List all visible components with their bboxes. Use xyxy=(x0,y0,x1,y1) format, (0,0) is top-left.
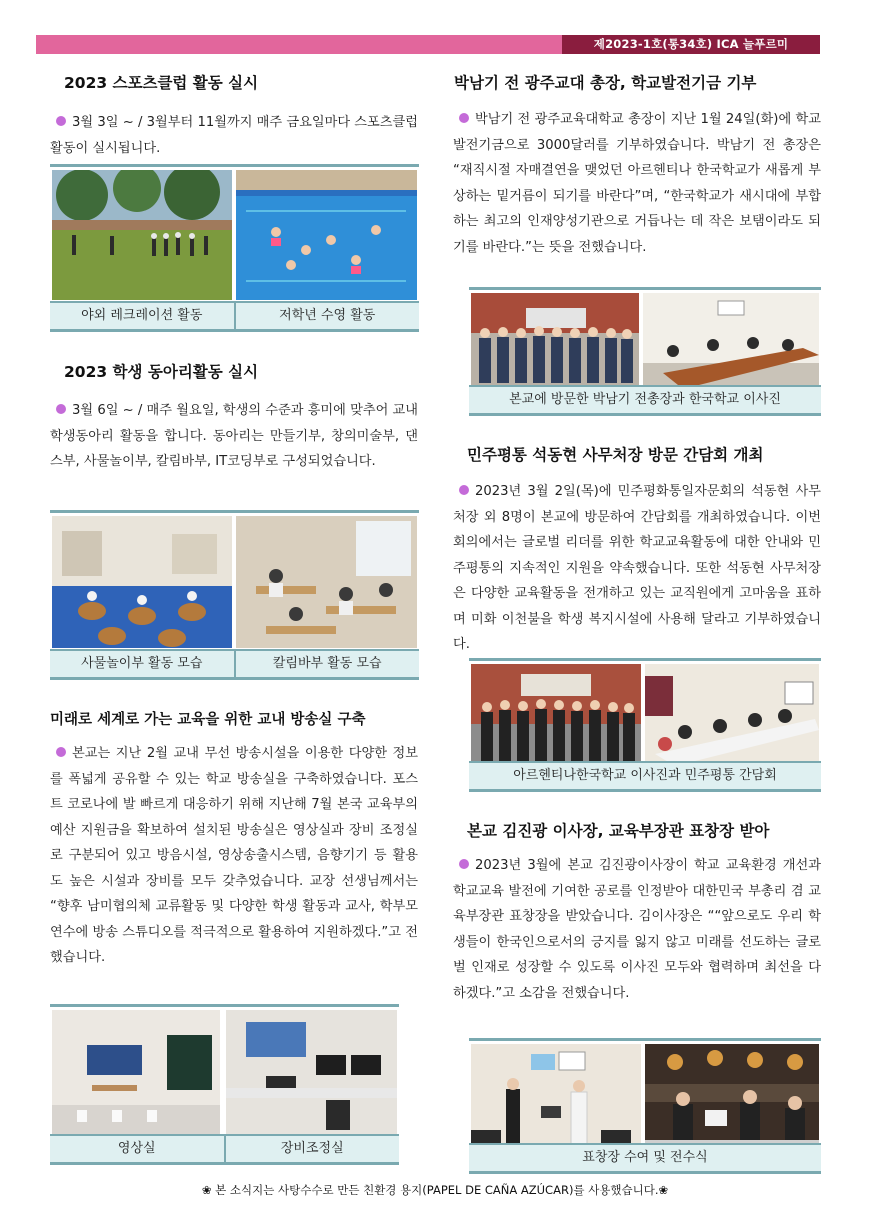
photo-caption: 야외 레크레이션 활동 xyxy=(50,303,236,329)
photo-caption: 본교에 방문한 박남기 전총장과 한국학교 이사진 xyxy=(509,392,781,407)
photo-caption: 표창장 수여 및 전수식 xyxy=(582,1150,708,1165)
broadcast-heading: 미래로 세계로 가는 교육을 위한 교내 방송실 구축 xyxy=(36,705,420,735)
clubs-paragraph: 3월 6일 ~ / 매주 월요일, 학생의 수준과 흥미에 맞추어 교내 학생동아리 활동을 합니다. 동아리는 만들기부, 창의미술부, 댄스부, 사물놀이부, 칼림바부, IT코딩부로 구성되었습니다. xyxy=(50,403,418,469)
award-caption-row xyxy=(469,1143,821,1171)
issue-label: 제2023-1호(통34호) ICA 늘푸르미 xyxy=(562,35,820,54)
meeting-heading: 민주평통 석동현 사무처장 방문 간담회 개최 xyxy=(453,440,831,470)
broadcast-photo-box xyxy=(50,1004,399,1165)
meeting-caption-row xyxy=(469,761,821,789)
samulnori-photo xyxy=(52,516,232,648)
sports-caption-row xyxy=(50,301,419,329)
broadcast-paragraph: 본교는 지난 2월 교내 무선 방송시설을 이용한 다양한 정보를 폭넓게 공유할 수 있는 학교 방송실을 구축하였습니다. 포스트 코로나에 발 빠르게 대응하기 위해 지난해 7월 본국 교육부의 예산 지원금을 확보하여 설치된 방송실은 영상실과 장비 조정실로 구분되어 있고 방음시설, 영상송출시스템, 음향기기 등 활용도 높은 시설과 장비를 모두 갖추었습니다. 교장 선생님께서는 “향후 남미협의체 교류활동 및 다양한 학생 활동과 교사, 학부모 연수에 방송 스튜디오를 적극적으로 활용하여 지원하겠다.”고 전했습니다. xyxy=(50,746,418,965)
control-room-photo xyxy=(226,1010,397,1134)
bullet-icon xyxy=(56,116,66,126)
sports-heading: 2023 스포츠클럽 활동 실시 xyxy=(50,68,350,98)
photo-caption: 아르헨티나한국학교 이사진과 민주평통 간담회 xyxy=(513,768,777,783)
bullet-icon xyxy=(459,113,469,123)
newsletter-header-bar xyxy=(36,35,820,54)
award-dinner-photo xyxy=(645,1044,819,1152)
donation-heading: 박남기 전 광주교대 총장, 학교발전기금 기부 xyxy=(440,68,830,98)
donation-paragraph: 박남기 전 광주교육대학교 총장이 지난 1월 24일(화)에 학교발전기금으로 3000달러를 기부하였습니다. 박남기 전 총장은 “재직시절 자매결연을 맺었던 아르헨티나 한국학교가 새롭게 부상하는 밑거름이 되기를 바란다”며, “한국학교가 새시대에 부합하는 최고의 인재양성기관으로 거듭나는 데 작은 보탬이라도 되기를 바란다.”는 뜻을 전했습니다. xyxy=(453,112,821,255)
photo-caption: 칼림바부 활동 모습 xyxy=(272,656,382,671)
clubs-heading: 2023 학생 동아리활동 실시 xyxy=(50,357,350,387)
award-ceremony-photo xyxy=(471,1044,641,1152)
bullet-icon xyxy=(56,404,66,414)
meeting-group-photo xyxy=(471,664,641,766)
bullet-icon xyxy=(459,859,469,869)
bullet-icon xyxy=(459,485,469,495)
award-heading: 본교 김진광 이사장, 교육부장관 표창장 받아 xyxy=(453,816,831,846)
photo-caption: 저학년 수영 활동 xyxy=(279,308,376,323)
donation-caption-row xyxy=(469,385,821,413)
bullet-icon xyxy=(56,747,66,757)
photo-caption: 영상실 xyxy=(50,1136,226,1162)
sports-paragraph: 3월 3일 ~ / 3월부터 11월까지 매주 금요일마다 스포츠클럽 활동이 실시됩니다. xyxy=(50,115,418,156)
broadcast-caption-row xyxy=(50,1134,399,1162)
clubs-photo-box xyxy=(50,510,419,680)
swimming-photo xyxy=(236,170,417,300)
kalimba-photo xyxy=(236,516,417,648)
photo-caption: 사물놀이부 활동 모습 xyxy=(50,651,236,677)
award-photo-box xyxy=(469,1038,821,1174)
donation-meeting-photo xyxy=(643,293,819,389)
sports-photo-box xyxy=(50,164,419,332)
photo-caption: 장비조정실 xyxy=(280,1141,344,1156)
donation-photo-box xyxy=(469,287,821,416)
clubs-caption-row xyxy=(50,649,419,677)
footer-note: ❀ 본 소식지는 사탕수수로 만든 친환경 용지(PAPEL DE CAÑA AZÚCAR)를 사용했습니다.❀ xyxy=(201,1183,669,1197)
meeting-table-photo xyxy=(645,664,819,766)
meeting-photo-box xyxy=(469,658,821,792)
donation-group-photo xyxy=(471,293,639,389)
video-room-photo xyxy=(52,1010,220,1134)
award-paragraph: 2023년 3월에 본교 김진광이사장이 학교 교육환경 개선과 학교교육 발전에 기여한 공로를 인정받아 대한민국 부총리 겸 교육부장관 표창장을 받았습니다. 김이사장은 ““앞으로도 우리 학생들이 한국인으로서의 긍지를 잃지 않고 미래를 선도하는 글로벌 인재로 성장할 수 있도록 이사진 모두와 협력하며 최선을 다하겠다.”고 소감을 전했습니다. xyxy=(453,858,821,1001)
outdoor-recreation-photo xyxy=(52,170,232,300)
meeting-paragraph: 2023년 3월 2일(목)에 민주평화통일자문회의 석동현 사무처장 외 8명이 본교에 방문하여 간담회를 개최하였습니다. 이번 회의에서는 글로벌 리더를 위한 학교교육활동에 대한 안내와 민주평통의 지속적인 지원을 약속했습니다. 또한 석동현 사무처장은 다양한 교육활동을 전개하고 있는 교직원에게 고마움을 표하며 미화 이천불을 학생 복지시설에 사용해 달라고 기부하였습니다. xyxy=(453,484,821,652)
